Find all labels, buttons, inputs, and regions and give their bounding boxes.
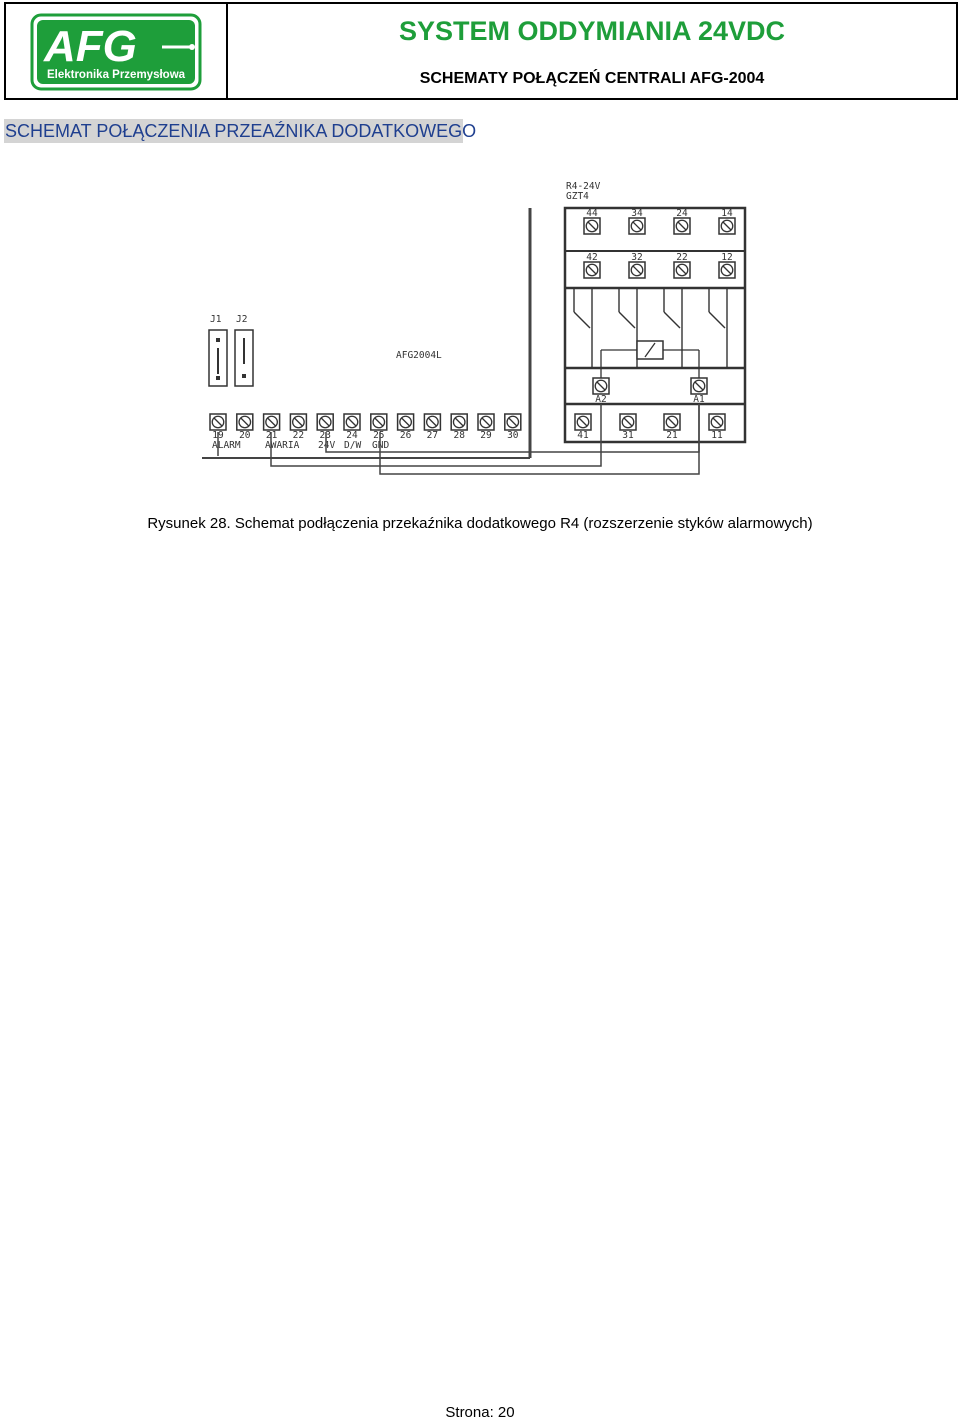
terminal-label-20: 20: [239, 430, 251, 441]
relay-terminal-32: [629, 262, 645, 278]
logo-subtext: Elektronika Przemysłowa: [46, 69, 186, 81]
jumper-label-j1: J1: [210, 314, 222, 325]
terminal-26: [398, 414, 414, 430]
board-terminal-strip: [210, 414, 521, 441]
label-awaria: AWARIA: [265, 440, 300, 451]
page-header: [4, 2, 958, 100]
relay-terminal-label-44: 44: [586, 208, 598, 219]
relay-terminal-21: [664, 414, 680, 430]
terminal-label-24: 24: [346, 430, 358, 441]
terminal-label-21: 21: [265, 430, 278, 441]
document-title: SYSTEM ODDYMIANIA 24VDC: [398, 16, 786, 46]
afg-logo: [30, 13, 202, 91]
logo-text: AFG: [44, 22, 137, 71]
terminal-label-29: 29: [480, 430, 492, 441]
relay-terminal-label-24: 24: [676, 208, 688, 219]
terminal-25: [371, 414, 387, 430]
terminal-label-28: 28: [453, 430, 465, 441]
board-label: AFG2004L: [396, 350, 442, 361]
relay-coil: [601, 341, 699, 378]
relay-coil-terminal-A1: [691, 378, 707, 394]
figure-caption: Rysunek 28. Schemat podłączenia przekaźnika dodatkowego R4 (rozszerzenie styków alarmowych): [147, 515, 813, 532]
terminal-21: [264, 414, 280, 430]
relay-terminal-label-14: 14: [721, 208, 733, 219]
jumper-label-j2: J2: [236, 314, 248, 325]
relay-terminal-label-42: 42: [586, 252, 598, 263]
relay-terminal-42: [584, 262, 600, 278]
relay-terminals: [575, 208, 735, 441]
terminal-22: [290, 414, 306, 430]
relay-terminal-label-31: 31: [622, 430, 634, 441]
label-24v: 24V: [318, 440, 336, 451]
section-heading: SCHEMAT POŁĄCZENIA PRZEAŹNIKA DODATKOWEGO: [5, 121, 477, 141]
relay-terminal-label-32: 32: [631, 252, 643, 263]
terminal-label-23: 23: [319, 430, 331, 441]
terminal-19: [210, 414, 226, 430]
terminal-20: [237, 414, 253, 430]
relay-terminal-24: [674, 218, 690, 234]
document-subtitle: SCHEMATY POŁĄCZEŃ CENTRALI AFG-2004: [419, 70, 765, 87]
relay-terminal-label-21: 21: [666, 430, 678, 441]
terminal-label-25: 25: [373, 430, 385, 441]
terminal-23: [317, 414, 333, 430]
terminal-30: [505, 414, 521, 430]
terminal-24: [344, 414, 360, 430]
relay-terminal-12: [719, 262, 735, 278]
terminal-label-26: 26: [399, 430, 412, 441]
relay-terminal-label-22: 22: [676, 252, 688, 263]
wiring-diagram: [176, 168, 782, 504]
relay-name: R4-24V: [566, 181, 601, 192]
relay-terminal-label-11: 11: [711, 430, 723, 441]
relay-terminal-14: [719, 218, 735, 234]
page-number: Strona: 20: [445, 1404, 515, 1421]
logo-cell: [6, 4, 228, 98]
relay-terminal-22: [674, 262, 690, 278]
relay-terminal-41: [575, 414, 591, 430]
terminal-27: [424, 414, 440, 430]
jumper-j2: [235, 314, 253, 386]
terminal-label-27: 27: [426, 430, 439, 441]
relay-terminal-11: [709, 414, 725, 430]
terminal-label-30: 30: [507, 430, 519, 441]
terminal-29: [478, 414, 494, 430]
label-gnd: GND: [372, 440, 390, 451]
terminal-label-22: 22: [292, 430, 305, 441]
terminal-28: [451, 414, 467, 430]
relay-terminal-31: [620, 414, 636, 430]
relay-type: GZT4: [566, 191, 589, 202]
jumper-j1: [209, 314, 227, 386]
label-alarm: ALARM: [212, 440, 241, 451]
relay-terminal-34: [629, 218, 645, 234]
relay-terminal-label-12: 12: [721, 252, 733, 263]
terminal-label-19: 19: [212, 430, 224, 441]
relay-terminal-44: [584, 218, 600, 234]
relay-terminal-label-34: 34: [631, 208, 643, 219]
relay-coil-terminal-A2: [593, 378, 609, 394]
relay-coil-label-A1: A1: [693, 394, 705, 405]
title-cell: [228, 4, 956, 98]
relay-coil-label-A2: A2: [595, 394, 607, 405]
relay-terminal-label-41: 41: [577, 430, 589, 441]
label-dw: D/W: [344, 440, 362, 451]
